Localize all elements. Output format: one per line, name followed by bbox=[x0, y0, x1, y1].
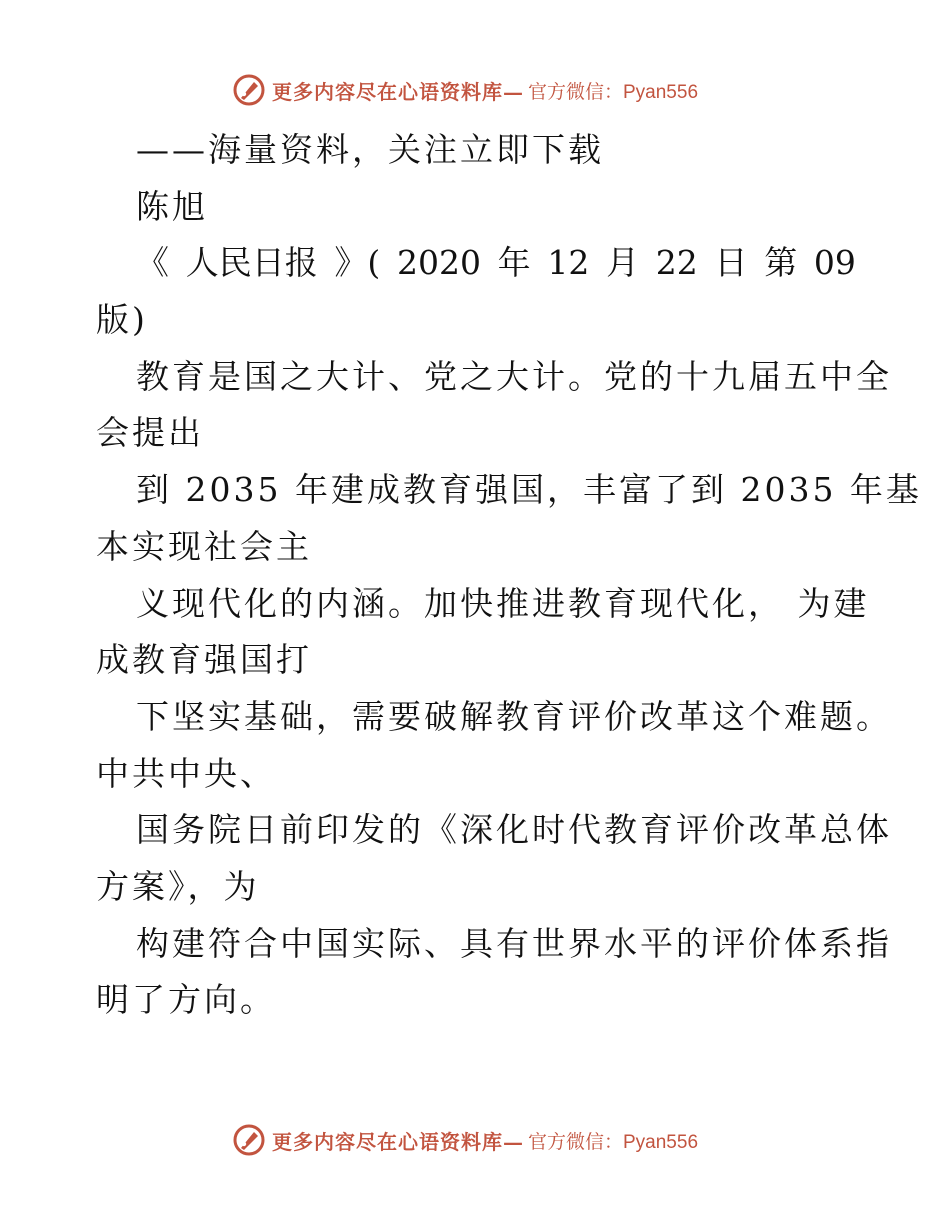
citation-token: 2020 bbox=[396, 243, 481, 283]
paragraph-line: 国务院日前印发的《深化时代教育评价改革总体 bbox=[136, 810, 892, 850]
paragraph-line: 会提出 bbox=[96, 413, 204, 453]
citation-token: 22 bbox=[655, 243, 698, 283]
watermark-wechat: 官方微信：Pyan556 bbox=[528, 1131, 699, 1153]
download-note: ——海量资料，关注立即下载 bbox=[136, 130, 604, 169]
paragraph-line: 下坚实基础，需要破解教育评价改革这个难题。 bbox=[136, 696, 892, 736]
paragraph-line: 方案》，为 bbox=[96, 866, 260, 906]
paragraph-line: 构建符合中国实际、具有世界水平的评价体系指 bbox=[136, 923, 892, 963]
watermark-wechat: 官方微信：Pyan556 bbox=[528, 81, 699, 103]
citation-line bbox=[96, 235, 856, 292]
paragraph-line: 到 2035 年建成教育强国，丰富了到 2035 年基 bbox=[136, 470, 922, 510]
citation-token: 》( bbox=[334, 243, 381, 283]
paragraph-line: 明了方向。 bbox=[96, 980, 276, 1020]
citation-token: 12 bbox=[547, 243, 590, 283]
paragraph-line: 义现代化的内涵。加快推进教育现代化， 为建 bbox=[136, 583, 870, 623]
paragraph-line: 中共中央、 bbox=[96, 753, 276, 793]
author-name: 陈旭 bbox=[136, 186, 208, 226]
paragraph-line: 教育是国之大计、党之大计。党的十九届五中全 bbox=[136, 356, 892, 396]
citation-token: 《 bbox=[136, 243, 169, 283]
citation-token: 月 bbox=[606, 243, 640, 283]
watermark-text: 更多内容尽在心语资料库— bbox=[272, 79, 524, 104]
citation-line-end: 版) bbox=[96, 300, 148, 340]
paragraph-line: 本实现社会主 bbox=[96, 526, 312, 566]
paragraph-line: 成教育强国打 bbox=[96, 640, 312, 680]
pen-nib-logo-icon bbox=[232, 1123, 266, 1157]
pen-nib-logo-icon bbox=[232, 73, 266, 107]
citation-token: 第 bbox=[764, 243, 798, 283]
footer-watermark bbox=[232, 1122, 698, 1158]
document-body bbox=[96, 122, 922, 1029]
citation-token: 日 bbox=[714, 243, 748, 283]
citation-token: 人民日报 bbox=[185, 243, 318, 283]
watermark-text: 更多内容尽在心语资料库— bbox=[272, 1129, 524, 1154]
header-watermark bbox=[232, 72, 698, 108]
citation-token: 09 bbox=[813, 243, 856, 283]
citation-token: 年 bbox=[497, 243, 531, 283]
